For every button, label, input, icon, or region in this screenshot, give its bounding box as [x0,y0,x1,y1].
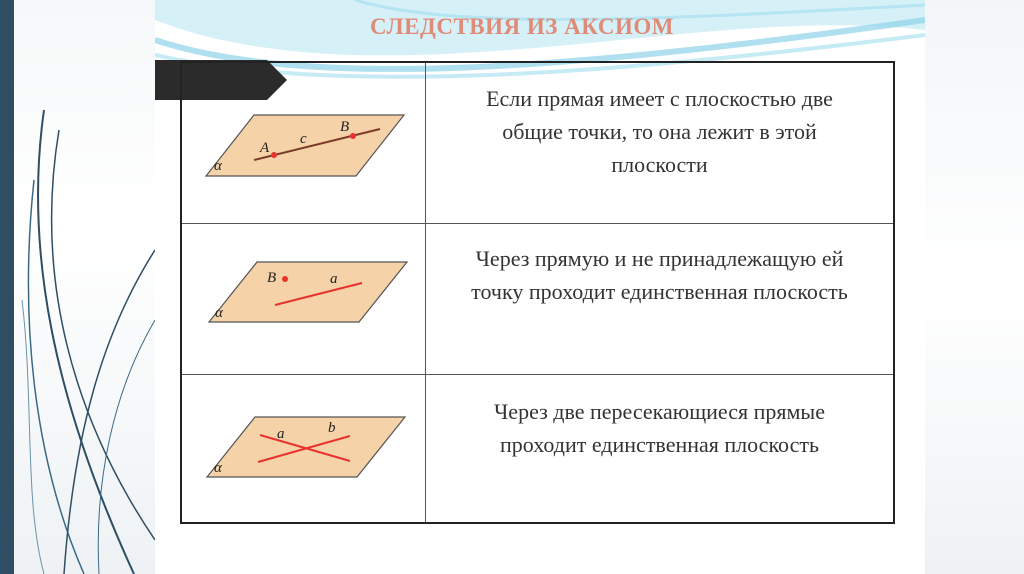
table-row [182,375,893,522]
plane-label: α [215,305,223,321]
statement-cell [426,375,893,522]
plane-alpha [209,262,407,322]
figure-cell [182,63,426,223]
statement-line: Через прямую и не принадлежащую ей [475,246,844,271]
statement-text [426,395,893,461]
point-b [350,133,356,139]
line-label-b: b [328,420,336,436]
figure-cell [182,224,426,374]
plane-label: α [214,460,222,476]
statement-line: плоскости [611,152,708,177]
plane-alpha [207,417,405,477]
point-b [282,276,288,282]
plane-with-line-figure [182,63,425,224]
left-decoration-panel [14,0,155,574]
slide-title: СЛЕДСТВИЯ ИЗ АКСИОМ [370,14,674,39]
statement-cell [426,63,893,223]
left-accent-band [0,0,14,574]
point-label-a: A [260,140,270,156]
statement-line: проходит единственная плоскость [500,432,819,457]
statement-line: Через две пересекающиеся прямые [494,399,825,424]
statement-text [426,82,893,181]
table-row [182,63,893,224]
decorative-curves [14,0,155,574]
point-label-b: B [340,119,350,135]
statement-cell [426,224,893,374]
table-row [182,224,893,375]
plane-with-line-and-point-figure [182,224,425,375]
statement-line: общие точки, то она лежит в этой [502,119,817,144]
right-decoration-panel [925,0,1024,574]
axioms-table [180,61,895,524]
figure-cell [182,375,426,522]
statement-line: Если прямая имеет с плоскостью две [486,86,833,111]
line-label-a: a [277,426,285,442]
plane-with-intersecting-lines-figure [182,375,425,522]
statement-text [426,242,893,308]
point-label-b: B [267,270,277,286]
plane-label: α [214,158,222,174]
statement-line: точку проходит единственная плоскость [471,279,848,304]
line-label-a: a [330,271,338,287]
point-a [271,152,277,158]
line-label-c: c [300,131,307,147]
